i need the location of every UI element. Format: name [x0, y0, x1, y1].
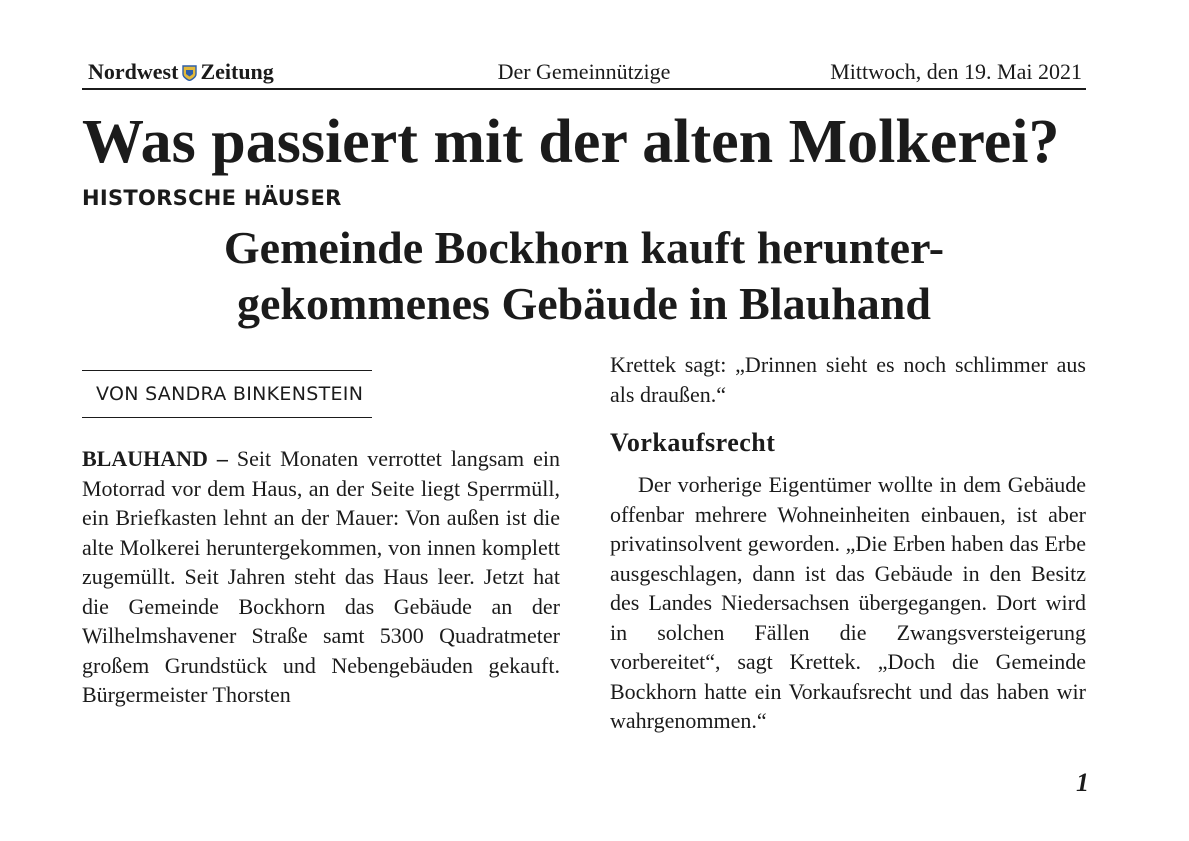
headline: Was passiert mit der alten Molkerei? [82, 108, 1060, 176]
subheadline-line-1: Gemeinde Bockhorn kauft herunter- [223, 222, 945, 273]
byline-box [82, 370, 372, 418]
paper-name-left: Nordwest [88, 59, 179, 84]
kicker: HISTORSCHE HÄUSER [82, 186, 342, 210]
body-text-right-continued: Krettek sagt: „Drinnen sieht es noch schlimmer aus als draußen.“ [610, 352, 1086, 407]
body-text-right: Der vorherige Eigentümer wollte in dem Gebäude offenbar mehrere Wohneinheiten einbauen, ist aber privatinsolvent geworden. „Die Erben haben das Erbe ausgeschlagen, dann ist das Gebäude in den Besitz des Landes Niedersachsen übergegangen. Dort wird in solchen Fällen die Zwangsversteigerung vorbereitet“, sagt Krettek. „Doch die Gemeinde Bockhorn hatte ein Vorkaufsrecht und das haben wir wahrgenommen.“ [610, 472, 1086, 733]
page-number: 1 [1076, 768, 1089, 797]
issue-date: Mittwoch, den 19. Mai 2021 [830, 59, 1082, 84]
subheadline [82, 220, 1086, 332]
byline: VON SANDRA BINKENSTEIN [96, 383, 364, 405]
body-column-left [82, 444, 560, 710]
masthead [82, 58, 1086, 90]
section-name: Der Gemeinnützige [497, 59, 671, 84]
section-subheading: Vorkaufsrecht [610, 428, 776, 457]
body-text-left: Seit Monaten verrottet langsam ein Motorrad vor dem Haus, an der Seite liegt Sperrmüll, ein Briefkasten lehnt an der Mauer: Von außen ist die alte Molkerei heruntergekommen, von innen komplett zugemüllt. Seit Jahren steht das Haus leer. Jetzt hat die Gemeinde Bockhorn das Gebäude an der Wilhelmshavener Straße samt 5300 Quadratmeter großem Grundstück und Nebengebäuden gekauft. Bürgermeister Thorsten [82, 446, 560, 707]
dateline: BLAUHAND – [82, 446, 237, 471]
paper-name-right: Zeitung [200, 59, 274, 84]
subheadline-line-2: gekommenes Gebäude in Blauhand [237, 278, 931, 329]
